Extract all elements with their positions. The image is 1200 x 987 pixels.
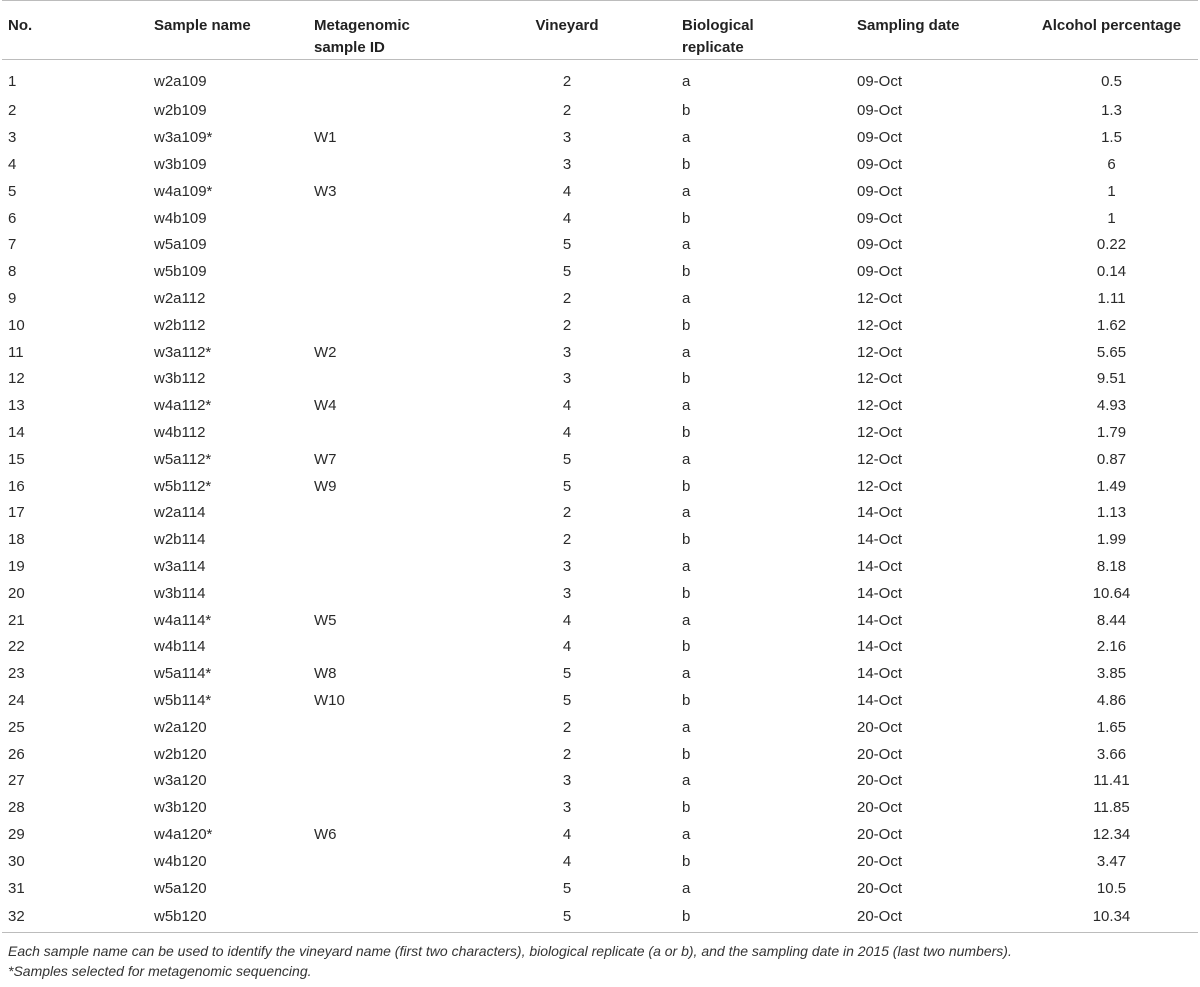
cell-sampling-date: 12-Oct <box>857 316 903 334</box>
cell-biological-replicate: a <box>682 397 691 415</box>
cell-no: 31 <box>8 879 25 897</box>
cell-alcohol-percentage: 9.51 <box>1096 370 1127 388</box>
cell-metagenomic-id <box>308 554 458 581</box>
cell-vineyard: 3 <box>562 799 572 817</box>
cell-alcohol-percentage: 1.3 <box>1101 102 1122 120</box>
cell-metagenomic-id <box>308 741 458 768</box>
cell-sampling-date: 09-Oct <box>857 102 903 120</box>
table-header <box>2 1 1198 60</box>
table-row <box>2 688 1198 715</box>
cell-metagenomic-id <box>308 232 458 259</box>
cell-sample-name: w4b120 <box>154 852 207 870</box>
cell-alcohol-percentage: 4.93 <box>1096 397 1127 415</box>
cell-sample-name: w2b109 <box>154 102 207 120</box>
cell-metagenomic-id: W9 <box>314 477 337 495</box>
table-row <box>2 822 1198 849</box>
table-row <box>2 875 1198 902</box>
cell-biological-replicate: b <box>682 263 691 281</box>
cell-alcohol-percentage: 12.34 <box>1092 825 1131 843</box>
cell-metagenomic-id: W6 <box>314 825 337 843</box>
cell-no: 6 <box>8 209 17 227</box>
header-alcohol <box>1025 1 1198 60</box>
header-metagenomic-id-line2: sample ID <box>314 39 385 56</box>
cell-sample-name: w5a114* <box>154 665 212 683</box>
header-metagenomic-id <box>308 1 458 60</box>
cell-biological-replicate: b <box>682 477 691 495</box>
cell-metagenomic-id <box>308 902 458 933</box>
cell-alcohol-percentage: 1.65 <box>1096 718 1127 736</box>
cell-sample-name: w3a114 <box>154 557 206 575</box>
cell-biological-replicate: a <box>682 504 691 522</box>
cell-sampling-date: 09-Oct <box>857 129 903 147</box>
cell-no: 28 <box>8 799 25 817</box>
cell-biological-replicate: a <box>682 73 691 90</box>
cell-sample-name: w3b109 <box>154 155 207 173</box>
cell-sample-name: w5b120 <box>148 902 308 933</box>
cell-no: 23 <box>8 665 25 683</box>
cell-alcohol-percentage: 1.49 <box>1096 477 1127 495</box>
table-row <box>2 554 1198 581</box>
cell-alcohol-percentage: 2.16 <box>1096 638 1127 656</box>
cell-no: 8 <box>8 263 17 281</box>
cell-biological-replicate: b <box>682 852 691 870</box>
table-footnote <box>2 933 1198 981</box>
cell-metagenomic-id <box>308 259 458 286</box>
cell-sample-name: w2a112 <box>154 289 206 307</box>
cell-no: 2 <box>8 102 17 120</box>
cell-biological-replicate: a <box>682 557 691 575</box>
cell-metagenomic-id <box>308 420 458 447</box>
cell-sample-name: w3b120 <box>154 799 207 817</box>
cell-vineyard: 4 <box>562 423 572 441</box>
cell-vineyard: 3 <box>562 557 572 575</box>
cell-metagenomic-id <box>308 634 458 661</box>
header-no <box>2 1 148 60</box>
cell-no: 19 <box>8 557 25 575</box>
cell-alcohol-percentage: 1.79 <box>1096 423 1127 441</box>
cell-sampling-date: 09-Oct <box>857 263 903 281</box>
header-sampling-date <box>851 1 1025 60</box>
table-row <box>2 446 1198 473</box>
cell-biological-replicate: b <box>682 531 691 549</box>
cell-biological-replicate: a <box>682 665 691 683</box>
header-vineyard <box>458 1 676 60</box>
cell-vineyard: 4 <box>562 852 572 870</box>
footnote-line-1: Each sample name can be used to identify the vineyard name (first two characters), biological replicate (a or b), and the sampling date in 2015 (last two numbers). <box>8 942 1012 959</box>
cell-metagenomic-id: W7 <box>314 450 337 468</box>
header-bio-line1: Biological <box>682 17 754 34</box>
data-table-container <box>2 0 1198 981</box>
cell-metagenomic-id: W10 <box>314 691 345 709</box>
header-no-label: No. <box>8 17 33 34</box>
cell-sample-name: w4a109* <box>154 182 213 200</box>
footnote-line-2: *Samples selected for metagenomic sequencing. <box>8 962 312 979</box>
cell-sample-name: w5a109 <box>154 236 207 254</box>
cell-biological-replicate: a <box>682 825 691 843</box>
cell-sample-name: w4b114 <box>154 638 206 656</box>
cell-alcohol-percentage: 1.11 <box>1097 289 1126 307</box>
cell-biological-replicate: b <box>682 370 691 388</box>
cell-alcohol-percentage: 3.47 <box>1096 852 1127 870</box>
cell-sampling-date: 12-Oct <box>857 289 903 307</box>
cell-no: 27 <box>8 772 25 790</box>
cell-no: 18 <box>8 531 25 549</box>
cell-sampling-date: 09-Oct <box>857 155 903 173</box>
cell-sampling-date: 20-Oct <box>857 879 903 897</box>
cell-metagenomic-id: W1 <box>314 129 337 147</box>
cell-sampling-date: 09-Oct <box>857 73 903 90</box>
cell-biological-replicate: b <box>682 316 691 334</box>
cell-vineyard: 3 <box>562 772 572 790</box>
cell-biological-replicate: b <box>682 209 691 227</box>
cell-biological-replicate: b <box>682 691 691 709</box>
cell-sampling-date: 14-Oct <box>857 638 903 656</box>
cell-no: 14 <box>8 423 25 441</box>
table-row <box>2 580 1198 607</box>
table-row <box>2 607 1198 634</box>
cell-metagenomic-id: W3 <box>314 182 337 200</box>
cell-sample-name: w5b114* <box>154 691 212 709</box>
table-row <box>2 312 1198 339</box>
cell-alcohol-percentage: 0.22 <box>1096 236 1127 254</box>
table-row <box>2 393 1198 420</box>
cell-sample-name: w2a114 <box>154 504 206 522</box>
cell-biological-replicate: b <box>682 745 691 763</box>
cell-sampling-date: 14-Oct <box>857 611 903 629</box>
cell-alcohol-percentage: 1.62 <box>1096 316 1127 334</box>
cell-biological-replicate: a <box>682 182 691 200</box>
cell-sample-name: w3a109* <box>154 129 213 147</box>
table-row <box>2 902 1198 933</box>
cell-biological-replicate: b <box>682 584 691 602</box>
cell-sampling-date: 09-Oct <box>857 209 903 227</box>
cell-vineyard: 5 <box>562 236 572 254</box>
header-sampling-date-label: Sampling date <box>857 17 960 34</box>
cell-vineyard: 4 <box>562 397 572 415</box>
table-row <box>2 152 1198 179</box>
cell-sampling-date: 14-Oct <box>857 557 903 575</box>
table-row <box>2 178 1198 205</box>
cell-vineyard: 2 <box>562 316 572 334</box>
cell-alcohol-percentage: 1.5 <box>1101 129 1122 147</box>
cell-no: 24 <box>8 691 25 709</box>
cell-alcohol-percentage: 1 <box>1107 182 1116 200</box>
cell-vineyard: 2 <box>562 504 572 522</box>
cell-sample-name: w5a112* <box>154 450 212 468</box>
samples-table <box>2 0 1198 933</box>
cell-metagenomic-id: W4 <box>314 397 337 415</box>
cell-sampling-date: 14-Oct <box>857 691 903 709</box>
cell-alcohol-percentage: 1.99 <box>1096 531 1127 549</box>
cell-no: 10 <box>8 316 25 334</box>
table-row <box>2 741 1198 768</box>
cell-biological-replicate: b <box>676 902 851 933</box>
cell-sample-name: w4b112 <box>154 423 206 441</box>
cell-alcohol-percentage: 11.41 <box>1093 772 1130 790</box>
cell-sample-name: w4a120* <box>154 825 213 843</box>
header-sample-name-label: Sample name <box>154 17 251 34</box>
cell-sample-name: w3b114 <box>154 584 206 602</box>
cell-sampling-date: 20-Oct <box>857 718 903 736</box>
cell-sampling-date: 14-Oct <box>857 584 903 602</box>
table-row <box>2 473 1198 500</box>
cell-vineyard: 3 <box>562 584 572 602</box>
cell-metagenomic-id <box>308 500 458 527</box>
cell-vineyard: 3 <box>562 129 572 147</box>
cell-sampling-date: 12-Oct <box>857 397 903 415</box>
cell-biological-replicate: b <box>682 799 691 817</box>
cell-vineyard: 2 <box>562 73 572 90</box>
cell-vineyard: 2 <box>562 289 572 307</box>
cell-no: 25 <box>8 718 25 736</box>
cell-sample-name: w5a120 <box>154 879 207 897</box>
table-row <box>2 339 1198 366</box>
cell-metagenomic-id: W8 <box>314 665 337 683</box>
cell-sample-name: w3b112 <box>154 370 206 388</box>
cell-alcohol-percentage: 5.65 <box>1096 343 1127 361</box>
cell-no: 4 <box>8 155 17 173</box>
cell-sample-name: w3a120 <box>154 772 207 790</box>
cell-alcohol-percentage: 1.13 <box>1096 504 1127 522</box>
cell-metagenomic-id <box>308 580 458 607</box>
table-row <box>2 420 1198 447</box>
cell-sampling-date: 14-Oct <box>857 531 903 549</box>
cell-sampling-date: 12-Oct <box>857 477 903 495</box>
cell-sampling-date: 20-Oct <box>857 852 903 870</box>
table-row <box>2 848 1198 875</box>
cell-biological-replicate: a <box>682 879 691 897</box>
cell-metagenomic-id <box>308 312 458 339</box>
cell-metagenomic-id <box>308 286 458 313</box>
table-row <box>2 98 1198 125</box>
cell-sample-name: w5b112* <box>154 477 212 495</box>
table-row <box>2 125 1198 152</box>
table-row <box>2 795 1198 822</box>
cell-alcohol-percentage: 4.86 <box>1096 691 1127 709</box>
table-row <box>2 634 1198 661</box>
cell-sample-name: w2b114 <box>154 531 206 549</box>
cell-metagenomic-id: W5 <box>314 611 337 629</box>
cell-sampling-date: 12-Oct <box>857 343 903 361</box>
cell-no: 29 <box>8 825 25 843</box>
cell-vineyard: 2 <box>562 531 572 549</box>
cell-no: 21 <box>8 611 25 629</box>
cell-vineyard: 4 <box>562 638 572 656</box>
table-row <box>2 259 1198 286</box>
cell-metagenomic-id <box>308 768 458 795</box>
cell-alcohol-percentage: 10.34 <box>1025 902 1198 933</box>
cell-alcohol-percentage: 3.85 <box>1096 665 1127 683</box>
cell-metagenomic-id <box>308 848 458 875</box>
cell-alcohol-percentage: 0.14 <box>1096 263 1127 281</box>
cell-biological-replicate: a <box>682 236 691 254</box>
cell-sampling-date: 20-Oct <box>857 772 903 790</box>
cell-no: 3 <box>8 129 17 147</box>
cell-alcohol-percentage: 1 <box>1107 209 1116 227</box>
cell-no: 15 <box>8 450 25 468</box>
cell-metagenomic-id <box>308 152 458 179</box>
header-alcohol-label: Alcohol percentage <box>1041 17 1182 34</box>
cell-no: 11 <box>8 343 24 361</box>
cell-sample-name: w2a120 <box>154 718 207 736</box>
cell-alcohol-percentage: 10.64 <box>1092 584 1131 602</box>
cell-no: 5 <box>8 182 17 200</box>
cell-vineyard: 3 <box>562 370 572 388</box>
cell-vineyard: 5 <box>562 477 572 495</box>
cell-vineyard: 4 <box>562 209 572 227</box>
cell-vineyard: 2 <box>562 718 572 736</box>
cell-no: 16 <box>8 477 25 495</box>
cell-no: 30 <box>8 852 25 870</box>
header-bio-line2: replicate <box>682 39 744 56</box>
cell-metagenomic-id: W2 <box>314 343 337 361</box>
cell-sampling-date: 14-Oct <box>857 504 903 522</box>
cell-vineyard: 5 <box>562 450 572 468</box>
cell-biological-replicate: a <box>682 611 691 629</box>
cell-sampling-date: 12-Oct <box>857 370 903 388</box>
cell-no: 13 <box>8 397 25 415</box>
cell-no: 7 <box>8 236 17 254</box>
cell-alcohol-percentage: 11.85 <box>1093 799 1130 817</box>
header-vineyard-label: Vineyard <box>535 17 599 34</box>
cell-vineyard: 2 <box>562 745 572 763</box>
cell-metagenomic-id <box>308 98 458 125</box>
cell-biological-replicate: a <box>682 718 691 736</box>
cell-vineyard: 4 <box>562 182 572 200</box>
cell-no: 22 <box>8 638 25 656</box>
table-row <box>2 714 1198 741</box>
cell-alcohol-percentage: 6 <box>1107 155 1116 173</box>
table-row <box>2 661 1198 688</box>
cell-sampling-date: 09-Oct <box>857 236 903 254</box>
cell-no: 1 <box>8 73 17 90</box>
cell-metagenomic-id <box>308 795 458 822</box>
cell-vineyard: 5 <box>458 902 676 933</box>
cell-sampling-date: 12-Oct <box>857 450 903 468</box>
table-row <box>2 500 1198 527</box>
cell-sample-name: w4a114* <box>154 611 212 629</box>
cell-sample-name: w3a112* <box>154 343 212 361</box>
header-metagenomic-id-line1: Metagenomic <box>314 17 410 34</box>
cell-no: 20 <box>8 584 25 602</box>
cell-vineyard: 4 <box>562 611 572 629</box>
cell-alcohol-percentage: 8.44 <box>1096 611 1127 629</box>
cell-metagenomic-id <box>308 205 458 232</box>
cell-sample-name: w5b109 <box>154 263 207 281</box>
table-body <box>2 60 1198 933</box>
cell-sample-name: w4b109 <box>154 209 207 227</box>
cell-metagenomic-id <box>308 60 458 99</box>
cell-vineyard: 5 <box>562 691 572 709</box>
cell-biological-replicate: b <box>682 102 691 120</box>
table-row <box>2 232 1198 259</box>
cell-sample-name: w4a112* <box>154 397 212 415</box>
cell-biological-replicate: a <box>682 772 691 790</box>
cell-vineyard: 5 <box>562 879 572 897</box>
cell-vineyard: 5 <box>562 665 572 683</box>
table-row <box>2 366 1198 393</box>
cell-sampling-date: 20-Oct <box>851 902 1025 933</box>
cell-biological-replicate: b <box>682 155 691 173</box>
cell-biological-replicate: a <box>682 289 691 307</box>
cell-sampling-date: 20-Oct <box>857 745 903 763</box>
header-sample-name <box>148 1 308 60</box>
cell-metagenomic-id <box>308 527 458 554</box>
cell-sampling-date: 20-Oct <box>857 825 903 843</box>
cell-alcohol-percentage: 0.5 <box>1101 73 1122 90</box>
cell-vineyard: 3 <box>562 343 572 361</box>
cell-vineyard: 4 <box>562 825 572 843</box>
cell-no: 32 <box>2 902 148 933</box>
cell-alcohol-percentage: 8.18 <box>1096 557 1127 575</box>
cell-vineyard: 2 <box>562 102 572 120</box>
table-row <box>2 205 1198 232</box>
cell-biological-replicate: a <box>682 343 691 361</box>
cell-biological-replicate: b <box>682 423 691 441</box>
cell-alcohol-percentage: 10.5 <box>1096 879 1127 897</box>
cell-no: 12 <box>8 370 25 388</box>
cell-no: 9 <box>8 289 17 307</box>
cell-sampling-date: 09-Oct <box>857 182 903 200</box>
cell-no: 17 <box>8 504 25 522</box>
header-biological-replicate <box>676 1 851 60</box>
cell-sampling-date: 14-Oct <box>857 665 903 683</box>
cell-sample-name: w2b120 <box>154 745 207 763</box>
table-row <box>2 527 1198 554</box>
header-row <box>2 1 1198 60</box>
cell-biological-replicate: b <box>682 638 691 656</box>
cell-biological-replicate: a <box>682 129 691 147</box>
cell-biological-replicate: a <box>682 450 691 468</box>
cell-sampling-date: 12-Oct <box>857 423 903 441</box>
cell-sample-name: w2a109 <box>154 73 207 90</box>
table-row <box>2 60 1198 99</box>
cell-alcohol-percentage: 0.87 <box>1096 450 1127 468</box>
cell-vineyard: 5 <box>562 263 572 281</box>
cell-metagenomic-id <box>308 714 458 741</box>
cell-sample-name: w2b112 <box>154 316 206 334</box>
cell-alcohol-percentage: 3.66 <box>1096 745 1127 763</box>
cell-metagenomic-id <box>308 366 458 393</box>
cell-no: 26 <box>8 745 25 763</box>
cell-vineyard: 3 <box>562 155 572 173</box>
table-row <box>2 286 1198 313</box>
table-row <box>2 768 1198 795</box>
cell-sampling-date: 20-Oct <box>857 799 903 817</box>
cell-metagenomic-id <box>308 875 458 902</box>
